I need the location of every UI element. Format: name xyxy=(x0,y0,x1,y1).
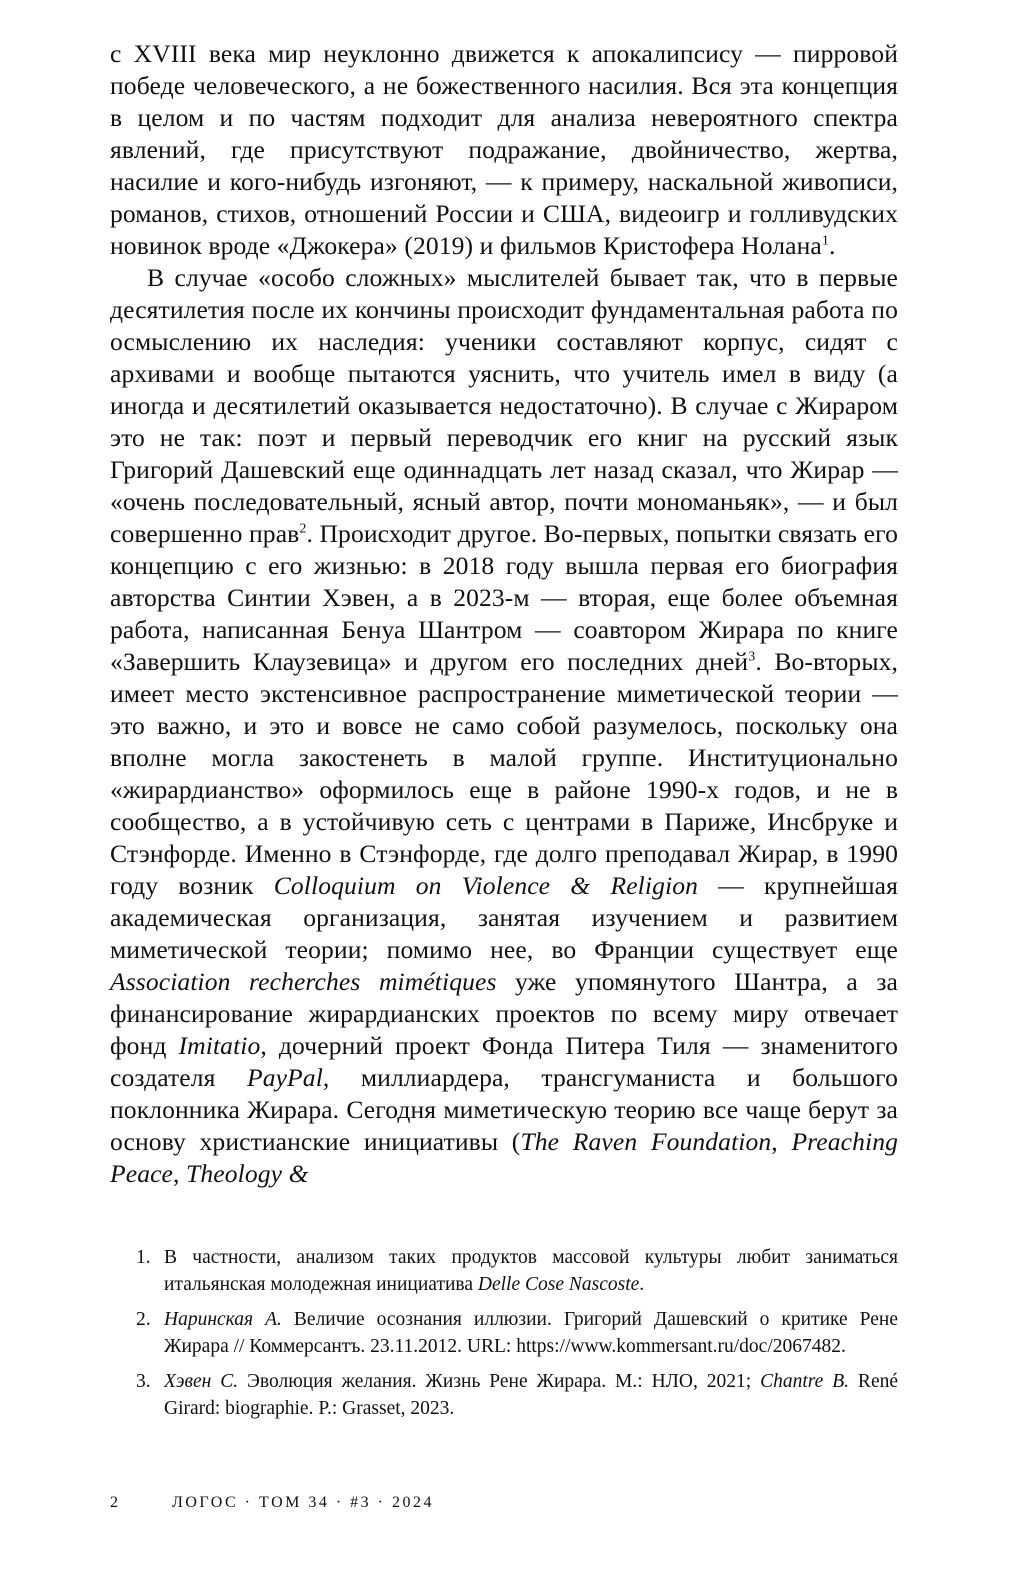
page-number: 2 xyxy=(110,1494,121,1511)
italic-colloquium: Colloquium on Violence & Religion xyxy=(273,871,698,900)
footnote-ref-2[interactable]: 2 xyxy=(299,521,307,537)
footnote-ref-1[interactable]: 1 xyxy=(821,233,829,249)
footnote-number: 1. xyxy=(136,1247,151,1268)
footnote-number: 2. xyxy=(136,1309,151,1330)
footnote-number: 3. xyxy=(136,1371,151,1392)
paragraph-2 xyxy=(110,262,898,1190)
footnote-end: . xyxy=(639,1274,645,1295)
paragraph-2-segment: — крупнейшая академическая организация, занятая изучением и развитием миметической теории; помимо нее, во Франции существует еще xyxy=(110,871,898,964)
footnote-1 xyxy=(136,1244,898,1298)
paragraph-2-segment: . Во-вторых, имеет место экстенсивное распространение миметической теории — это важно, и это и вовсе не само собой разумелось, поскольку она вполне могла закостенеть в малой группе. Институционально «жирардианство» оформилось еще в районе 1990-х годов, и не в сообщество, а в устойчивую сеть с центрами в Париже, Инсбруке и Стэнфорде. Именно в Стэнфорде, где долго преподавал Жирар, в 1990 году возник xyxy=(110,647,899,900)
italic-imitatio: Imitatio xyxy=(178,1031,261,1060)
footnote-author: Наринская А. xyxy=(164,1309,282,1330)
paragraph-2-segment: , xyxy=(173,1159,187,1188)
italic-raven-foundation: The Raven Foundation xyxy=(520,1127,772,1156)
footnote-author: Chantre B. xyxy=(760,1371,850,1392)
footnote-text: Величие осознания иллюзии. Григорий Дашевский о критике Рене Жирара // Коммерсантъ. 23.11.2012. URL: https://www.kommersant.ru/doc/2067482. xyxy=(164,1309,898,1357)
footnote-text: Эволюция желания. Жизнь Рене Жирара. М.: НЛО, 2021; xyxy=(238,1371,761,1392)
paragraph-1-end: . xyxy=(828,231,836,260)
paragraph-2-segment: В случае «особо сложных» мыслителей бывает так, что в первые десятилетия после их кончины происходит фундаментальная работа по осмыслению их наследия: ученики составляют корпус, сидят с архивами и вообще пытаются уяснить, что учитель имел в виду (а иногда и десятилетий оказывается недостаточно). В случае с Жираром это не так: поэт и первый переводчик его книг на русский язык Григорий Дашевский еще одиннадцать лет назад сказал, что Жирар — «очень последовательный, ясный автор, почти мономаньяк», — и был совершенно прав xyxy=(110,263,898,548)
paragraph-2-segment: . Происходит другое. Во-первых, попытки связать его концепцию с его жизнью: в 2018 году вышла первая его биография авторства Синтии Хэвен, а в 2023-м — вторая, еще более объемная работа, написанная Бенуа Шантром — соавтором Жирара по книге «Завершить Клаузевица» и другом его последних дней xyxy=(110,519,898,676)
footnote-text: В частности, анализом таких продуктов массовой культуры любит заниматься итальянская молодежная инициатива xyxy=(164,1247,898,1295)
italic-theology: Theology & xyxy=(186,1159,309,1188)
paragraph-2-segment: , миллиардера, трансгуманиста и большого поклонника Жирара. Сегодня миметическую теорию все чаще берут за основу христианские инициативы ( xyxy=(110,1063,899,1156)
paragraph-2-segment: , xyxy=(771,1127,792,1156)
footnote-ref-3[interactable]: 3 xyxy=(748,649,756,665)
italic-association: Association recherches mimétiques xyxy=(110,967,497,996)
paragraph-2-segment: , дочерний проект Фонда Питера Тиля — знаменитого создателя xyxy=(110,1031,898,1092)
running-title: ЛОГОС · ТОМ 34 · #3 · 2024 xyxy=(172,1494,435,1511)
footnote-text: René Girard: biographie. P.: Grasset, 2023. xyxy=(164,1371,898,1419)
italic-preaching-peace: Preaching Peace xyxy=(110,1127,898,1188)
footnote-3 xyxy=(136,1368,898,1422)
paragraph-1 xyxy=(110,38,898,262)
italic-paypal: PayPal xyxy=(246,1063,323,1092)
main-text xyxy=(110,38,898,1190)
footnote-2 xyxy=(136,1306,898,1360)
paragraph-2-segment: уже упомянутого Шантра, а за финансирование жирардианских проектов по всему миру отвечает фонд xyxy=(110,967,898,1060)
footnotes xyxy=(136,1244,898,1430)
footnote-author: Хэвен С. xyxy=(164,1371,239,1392)
footnote-italic: Delle Cose Nascoste xyxy=(477,1274,640,1295)
paragraph-1-text: с XVIII века мир неуклонно движется к апокалипсису — пирровой победе человеческого, а не божественного насилия. Вся эта концепция в целом и по частям подходит для анализа невероятного спектра явлений, где присутствуют подражание, двойничество, жертва, насилие и кого-нибудь изгоняют, — к примеру, наскальной живописи, романов, стихов, отношений России и США, видеоигр и голливудских новинок вроде «Джокера» (2019) и фильмов Кристофера Нолана xyxy=(110,39,898,260)
